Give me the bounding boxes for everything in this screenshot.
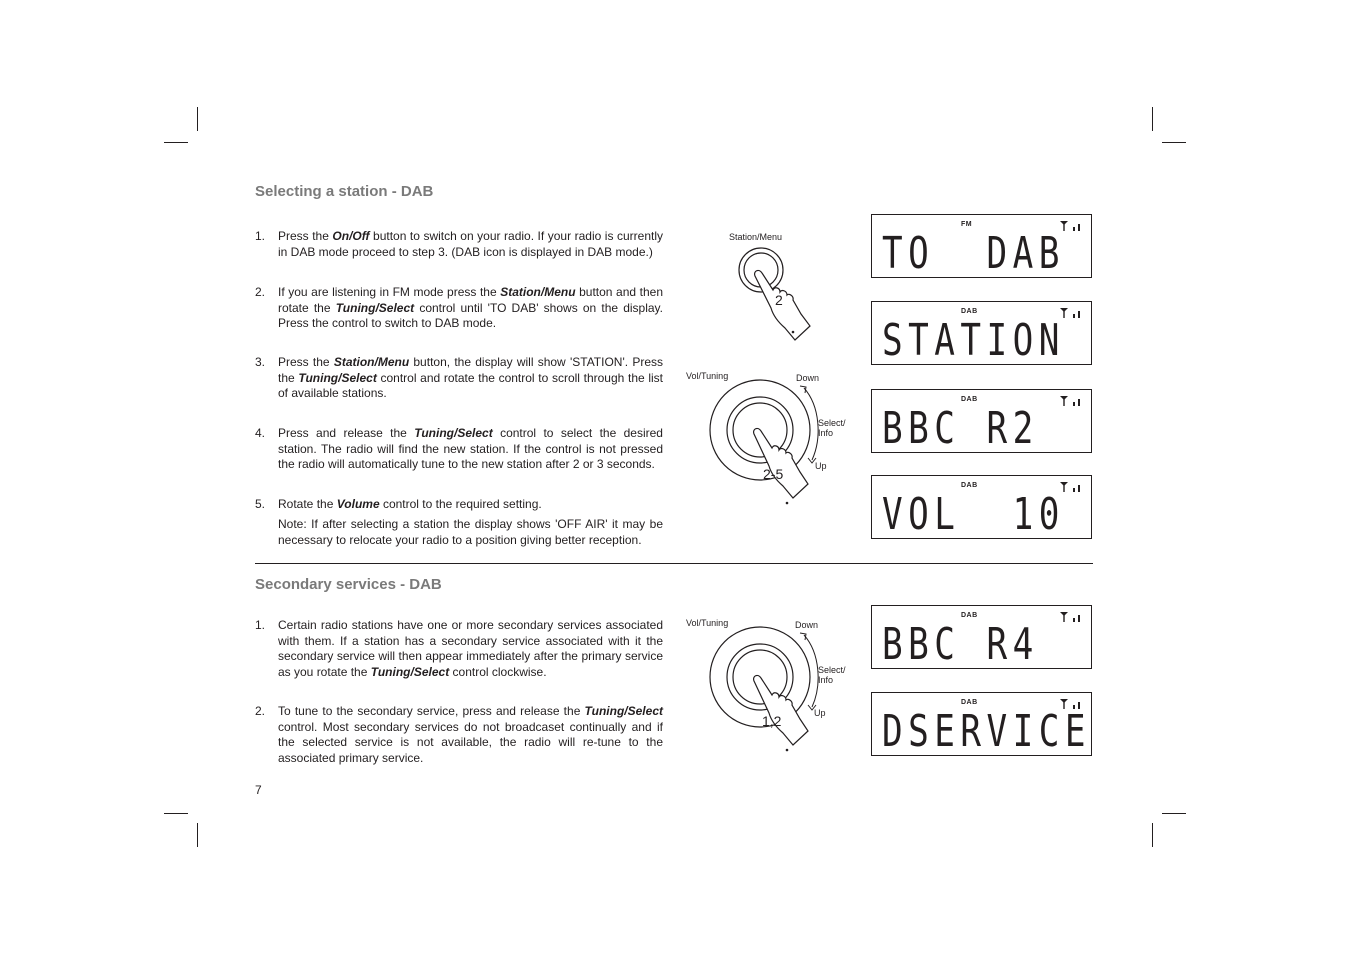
lcd-text: DSERVICE	[882, 706, 1091, 757]
lcd-display	[871, 475, 1092, 539]
step-item: 4. Press and release the Tuning/Select control to select the desired station. The radio will find the new station. If the control is not pressed the radio will automatically tune to the new station after 2 or 3 seconds.	[255, 426, 663, 471]
down-label: Down	[796, 373, 820, 383]
step-text	[278, 704, 663, 766]
step-tag: 1,2	[762, 713, 782, 729]
select-info-label: Select/ Info	[818, 665, 846, 685]
lcd-text: VOL 10	[882, 489, 1065, 540]
section-title-secondary-services: Secondary services - DAB	[255, 576, 442, 593]
crop-mark	[164, 813, 188, 814]
step-text	[278, 285, 663, 332]
lcd-display	[871, 301, 1092, 365]
text-run: button and then rotate the	[278, 285, 663, 315]
step-text	[278, 355, 663, 402]
mode-indicator: DAB	[961, 396, 978, 403]
text-run: If you are listening in FM mode press the	[278, 285, 501, 299]
crop-mark	[164, 142, 188, 143]
emphasis-text: Tuning/Select	[370, 664, 450, 679]
lcd-display	[871, 389, 1092, 453]
lcd-text: BBC R4	[882, 619, 1039, 670]
step-text	[278, 426, 663, 473]
signal-strength-icon	[1059, 611, 1083, 623]
mode-indicator: DAB	[961, 482, 978, 489]
text-run: control. Most secondary services do not broadcaset continually and if the selected service is not available, the radio will re-tune to the associated primary service.	[278, 719, 663, 765]
note-text	[278, 517, 663, 548]
mode-indicator: DAB	[961, 308, 978, 315]
step-item: 5. Rotate the Volume control to the required setting.	[255, 497, 663, 513]
emphasis-text: Station/Menu	[333, 355, 410, 369]
text-run: control to select the desired station. The radio will find the new station. If the control is not pressed the radio will automatically tune to the new station after 2 or 3 seconds.	[278, 426, 663, 471]
emphasis-text: Note:	[278, 517, 307, 531]
emphasis-text: Tuning/Select	[414, 426, 493, 440]
crop-mark	[197, 107, 198, 131]
select-info-label: Select/ Info	[818, 418, 846, 438]
pointing-hand-icon	[686, 615, 856, 760]
signal-strength-icon	[1059, 395, 1083, 407]
mode-indicator: DAB	[961, 612, 978, 619]
lcd-text: BBC R2	[882, 403, 1039, 454]
text-run: button, the display will show 'STATION'. Press the	[278, 355, 663, 385]
lcd-text: STATION	[882, 315, 1065, 366]
pointing-hand-icon	[686, 368, 856, 513]
text-run: control to the required setting.	[379, 497, 542, 511]
lcd-display	[871, 214, 1092, 278]
step-item: 3. Press the Station/Menu button, the display will show 'STATION'. Press the Tuning/Select control and rotate the control to scroll through the list of available stations.	[255, 355, 664, 400]
text-run: control clockwise.	[449, 664, 547, 679]
text-run: button to switch on your radio. If your radio is currently in DAB mode proceed to step 3. (DAB icon is displayed in DAB mode.)	[278, 229, 664, 259]
text-run: Press the	[278, 229, 333, 243]
crop-mark	[197, 823, 198, 847]
mode-indicator: DAB	[961, 699, 978, 706]
lcd-display	[871, 605, 1092, 669]
lcd-display	[871, 692, 1092, 756]
up-label: Up	[814, 708, 826, 718]
emphasis-text: Tuning/Select	[584, 704, 663, 718]
emphasis-text: Volume	[336, 497, 380, 511]
step-item: 2. If you are listening in FM mode press the Station/Menu button and then rotate the Tuning/Select control until 'TO DAB' shows on the display. Press the control to switch to DAB mode.	[255, 285, 663, 330]
tuning-dial-figure	[686, 368, 856, 513]
pointing-hand-icon	[715, 228, 825, 343]
step-item: 1. Press the On/Off button to switch on your radio. If your radio is currently in DAB mode proceed to step 3. (DAB icon is displayed in DAB mode.)	[255, 229, 664, 259]
text-run: If after selecting a station the display shows 'OFF AIR' it may be necessary to relocate your radio to a position giving better reception.	[278, 517, 663, 547]
step-text	[278, 497, 663, 513]
step-text	[278, 229, 663, 260]
step-text	[278, 618, 663, 680]
down-label: Down	[795, 620, 819, 630]
emphasis-text: Station/Menu	[500, 285, 576, 299]
text-run: Press the	[278, 355, 334, 369]
crop-mark	[1152, 823, 1153, 847]
section-title-selecting-station: Selecting a station - DAB	[255, 183, 434, 200]
crop-mark	[1162, 813, 1186, 814]
station-menu-label: Station/Menu	[729, 232, 783, 242]
station-menu-figure	[715, 228, 825, 343]
mode-indicator: FM	[961, 221, 973, 228]
up-label: Up	[815, 461, 827, 471]
emphasis-text: Tuning/Select	[335, 300, 415, 315]
step-tag: 2-5	[763, 466, 784, 482]
text-run: control until 'TO DAB' shows on the display. Press the control to switch to DAB mode.	[278, 300, 663, 330]
crop-mark	[1152, 107, 1153, 131]
text-run: Certain radio stations have one or more secondary services associated with them. If a station has a secondary service associated with it the secondary service will then appear immediately after the primary service as you rotate the	[278, 618, 663, 679]
section-divider	[255, 563, 1093, 564]
step-tag: 2	[775, 292, 783, 308]
lcd-text: TO DAB	[882, 228, 1065, 279]
text-run: Rotate the	[278, 497, 337, 511]
page-number: 7	[255, 783, 262, 797]
crop-mark	[1162, 142, 1186, 143]
step-item: 2. To tune to the secondary service, press and release the Tuning/Select control. Most secondary services do not broadcaset continually and if the selected service is not available, the radio will re-tune to the associated primary service.	[255, 704, 663, 765]
text-run: Press and release the	[278, 426, 415, 440]
vol-tuning-label: Vol/Tuning	[686, 371, 729, 381]
emphasis-text: Tuning/Select	[298, 370, 377, 385]
tuning-dial-figure	[686, 615, 856, 760]
emphasis-text: On/Off	[332, 229, 370, 243]
vol-tuning-label: Vol/Tuning	[686, 618, 729, 628]
text-run: control and rotate the control to scroll through the list of available stations.	[278, 370, 664, 400]
step-item: 1. Certain radio stations have one or more secondary services associated with them. If a station has a secondary service associated with it the secondary service will then appear immediately after the primary service as you rotate the Tuning/Select control clockwise.	[255, 618, 663, 679]
text-run: To tune to the secondary service, press and release the	[278, 704, 585, 718]
